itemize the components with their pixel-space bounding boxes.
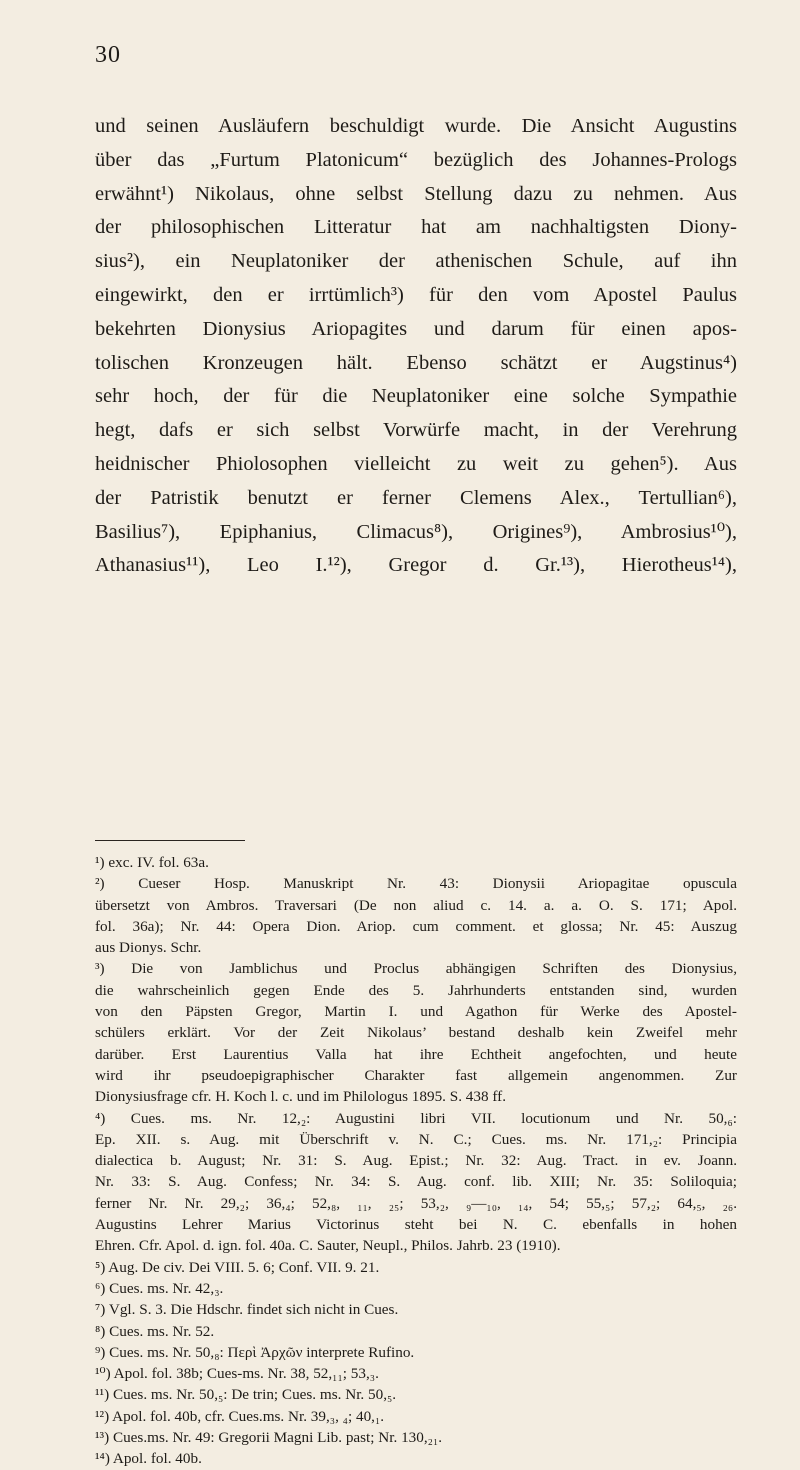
footnote-line: Ehren. Cfr. Apol. d. ign. fol. 40a. C. Sauter, Neupl., Philos. Jahrb. 23 (1910).: [95, 1237, 561, 1255]
body-line: und seinen Ausläufern beschuldigt wurde. Die Ansicht Augustins: [95, 115, 737, 137]
footnote-line: fol. 36a); Nr. 44: Opera Dion. Ariop. cum comment. et glossa; Nr. 45: Auszug: [95, 917, 737, 935]
footnote-line: ferner Nr. Nr. 29,₂; 36,₄; 52,₈, ₁₁, ₂₅; 53,₂, ₉—₁₀, ₁₄, 54; 55,₅; 57,₂; 64,₅, ₂₆.: [95, 1194, 737, 1212]
footnote-line: wird ihr pseudoepigraphischer Charakter fast allgemein angenommen. Zur: [95, 1066, 737, 1084]
body-line: der Patristik benutzt er ferner Clemens Alex., Tertullian⁶),: [95, 486, 737, 509]
body-line: Athanasius¹¹), Leo I.¹²), Gregor d. Gr.¹³), Hierotheus¹⁴),: [95, 554, 737, 577]
body-line: erwähnt¹) Nikolaus, ohne selbst Stellung dazu zu nehmen. Aus: [95, 182, 737, 205]
page-number: 30: [95, 42, 121, 68]
footnote-line: ¹¹) Cues. ms. Nr. 50,₅: De trin; Cues. ms. Nr. 50,₅.: [95, 1386, 397, 1404]
footnotes: [95, 852, 737, 1470]
footnote-line: ⁷) Vgl. S. 3. Die Hdschr. findet sich nicht in Cues.: [95, 1301, 399, 1319]
footnote-line: ⁹) Cues. ms. Nr. 50,₈: Περὶ Ἀρχῶν interprete Rufino.: [95, 1343, 415, 1361]
body-line: heidnischer Phiolosophen vielleicht zu weit zu gehen⁵). Aus: [95, 452, 737, 475]
footnote-line: von den Päpsten Gregor, Martin I. und Agathon für Werke des Apostel-: [95, 1003, 737, 1021]
footnote-line: ¹⁰) Apol. fol. 38b; Cues-ms. Nr. 38, 52,₁₁; 53,₃.: [95, 1365, 379, 1383]
footnote-line: übersetzt von Ambros. Traversari (De non aliud c. 14. a. a. O. S. 171; Apol.: [95, 896, 737, 914]
footnote-line: Augustins Lehrer Marius Victorinus steht bei N. C. ebenfalls in hohen: [95, 1216, 737, 1234]
footnote-line: Nr. 33: S. Aug. Confess; Nr. 34: S. Aug. conf. lib. XIII; Nr. 35: Soliloquia;: [95, 1173, 737, 1191]
footnote-line: ⁸) Cues. ms. Nr. 52.: [95, 1322, 215, 1340]
footnote-line: Dionysiusfrage cfr. H. Koch l. c. und im Philologus 1895. S. 438 ff.: [95, 1088, 507, 1106]
footnote-rule: [95, 840, 245, 841]
footnote-line: aus Dionys. Schr.: [95, 939, 202, 957]
body-line: sehr hoch, der für die Neuplatoniker eine solche Sympathie: [95, 385, 737, 408]
body-line: der philosophischen Litteratur hat am nachhaltigsten Diony-: [95, 216, 737, 239]
footnote-line: ¹³) Cues.ms. Nr. 49: Gregorii Magni Lib. past; Nr. 130,₂₁.: [95, 1429, 443, 1447]
footnote-line: ⁵) Aug. De civ. Dei VIII. 5. 6; Conf. VII. 9. 21.: [95, 1258, 380, 1276]
footnote-line: ¹) exc. IV. fol. 63a.: [95, 854, 209, 871]
footnote-line: ¹⁴) Apol. fol. 40b.: [95, 1450, 202, 1468]
footnote-line: ³) Die von Jamblichus und Proclus abhängigen Schriften des Dionysius,: [95, 960, 737, 978]
body-text: [95, 110, 737, 583]
footnote-line: ⁴) Cues. ms. Nr. 12,₂: Augustini libri VII. locutionum und Nr. 50,₆:: [95, 1109, 737, 1127]
body-line: bekehrten Dionysius Ariopagites und darum für einen apos-: [95, 317, 737, 340]
body-line: tolischen Kronzeugen hält. Ebenso schätzt er Augstinus⁴): [95, 351, 737, 374]
body-line: eingewirkt, den er irrtümlich³) für den vom Apostel Paulus: [95, 283, 737, 306]
body-line: Basilius⁷), Epiphanius, Climacus⁸), Origines⁹), Ambrosius¹⁰),: [95, 520, 737, 543]
footnote-line: ¹²) Apol. fol. 40b, cfr. Cues.ms. Nr. 39,₃, ₄; 40,₁.: [95, 1407, 385, 1425]
body-line: über das „Furtum Platonicum“ bezüglich des Johannes-Prologs: [95, 148, 737, 171]
footnote-line: darüber. Erst Laurentius Valla hat ihre Echtheit angefochten, und heute: [95, 1045, 737, 1063]
footnote-line: schülers erklärt. Vor der Zeit Nikolaus’ bestand deshalb kein Zweifel mehr: [95, 1024, 737, 1042]
footnote-line: Ep. XII. s. Aug. mit Überschrift v. N. C.; Cues. ms. Nr. 171,₂: Principia: [95, 1130, 737, 1148]
footnote-line: ²) Cueser Hosp. Manuskript Nr. 43: Dionysii Ariopagitae opuscula: [95, 875, 737, 893]
footnote-line: ⁶) Cues. ms. Nr. 42,₃.: [95, 1279, 224, 1297]
body-line: hegt, dafs er sich selbst Vorwürfe macht, in der Verehrung: [95, 419, 737, 442]
body-line: sius²), ein Neuplatoniker der athenischen Schule, auf ihn: [95, 250, 737, 273]
footnote-line: dialectica b. August; Nr. 31: S. Aug. Epist.; Nr. 32: Aug. Tract. in ev. Joann.: [95, 1152, 737, 1170]
footnote-line: die wahrscheinlich gegen Ende des 5. Jahrhunderts entstanden sind, wurden: [95, 981, 737, 999]
